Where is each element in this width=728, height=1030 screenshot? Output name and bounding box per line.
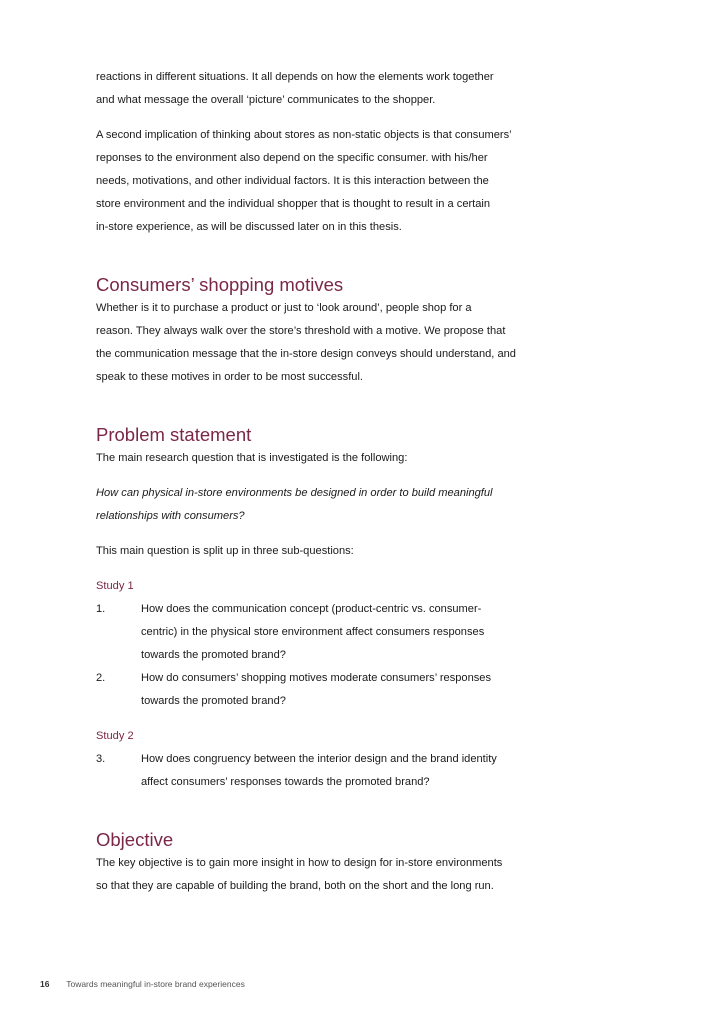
question-number: 2. bbox=[96, 672, 106, 684]
intro-paragraph-1 bbox=[96, 66, 536, 112]
text-line: speak to these motives in order to be most successful. bbox=[96, 371, 363, 383]
study-label: Study 1 bbox=[96, 580, 134, 592]
text-line: and what message the overall ‘picture’ communicates to the shopper. bbox=[96, 94, 436, 106]
study-label: Study 2 bbox=[96, 730, 134, 742]
text-line: reason. They always walk over the store’s threshold with a motive. We propose that bbox=[96, 325, 506, 337]
sub-question bbox=[96, 598, 536, 667]
section-heading: Problem statement bbox=[96, 424, 252, 445]
intro-paragraph-2 bbox=[96, 124, 536, 239]
text-line: towards the promoted brand? bbox=[141, 649, 286, 661]
text-line: How does the communication concept (product-centric vs. consumer- bbox=[141, 603, 482, 615]
section-heading: Consumers’ shopping motives bbox=[96, 274, 344, 295]
study-2 bbox=[96, 725, 536, 794]
section-heading: Objective bbox=[96, 829, 174, 850]
text-line: reactions in different situations. It all depends on how the elements work together bbox=[96, 71, 494, 83]
sub-question bbox=[96, 667, 536, 713]
text-line: Whether is it to purchase a product or just to ‘look around’, people shop for a bbox=[96, 302, 472, 314]
page-body bbox=[96, 66, 536, 898]
text-line: The main research question that is investigated is the following: bbox=[96, 452, 408, 464]
question-number: 3. bbox=[96, 753, 106, 765]
text-line: A second implication of thinking about stores as non-static objects is that consumers’ bbox=[96, 129, 512, 141]
study-1 bbox=[96, 575, 536, 713]
text-line: relationships with consumers? bbox=[96, 510, 245, 522]
text-line: needs, motivations, and other individual factors. It is this interaction between the bbox=[96, 175, 489, 187]
text-line: How does congruency between the interior design and the brand identity bbox=[141, 753, 497, 765]
question-number: 1. bbox=[96, 603, 106, 615]
text-line: so that they are capable of building the brand, both on the short and the long run. bbox=[96, 880, 494, 892]
text-line: the communication message that the in-store design conveys should understand, and bbox=[96, 348, 516, 360]
text-line: How can physical in-store environments be designed in order to build meaningful bbox=[96, 487, 493, 499]
text-line: The key objective is to gain more insight in how to design for in-store environments bbox=[96, 857, 503, 869]
text-line: store environment and the individual shopper that is thought to result in a certain bbox=[96, 198, 491, 210]
text-line: affect consumers’ responses towards the promoted brand? bbox=[141, 776, 430, 788]
section-shopping-motives bbox=[96, 273, 536, 389]
research-question bbox=[96, 482, 536, 528]
running-title: Towards meaningful in-store brand experiences bbox=[66, 979, 245, 989]
page-number: 16 bbox=[40, 979, 50, 989]
sub-question bbox=[96, 748, 536, 794]
text-line: in-store experience, as will be discussed later on in this thesis. bbox=[96, 221, 402, 233]
text-line: towards the promoted brand? bbox=[141, 695, 286, 707]
text-line: How do consumers’ shopping motives moderate consumers’ responses bbox=[141, 672, 492, 684]
text-line: centric) in the physical store environment affect consumers responses bbox=[141, 626, 485, 638]
text-line: This main question is split up in three sub-questions: bbox=[96, 545, 354, 557]
section-objective bbox=[96, 828, 536, 898]
section-problem-statement bbox=[96, 423, 536, 794]
page-footer bbox=[40, 979, 245, 989]
text-line: reponses to the environment also depend on the specific consumer. with his/her bbox=[96, 152, 488, 164]
